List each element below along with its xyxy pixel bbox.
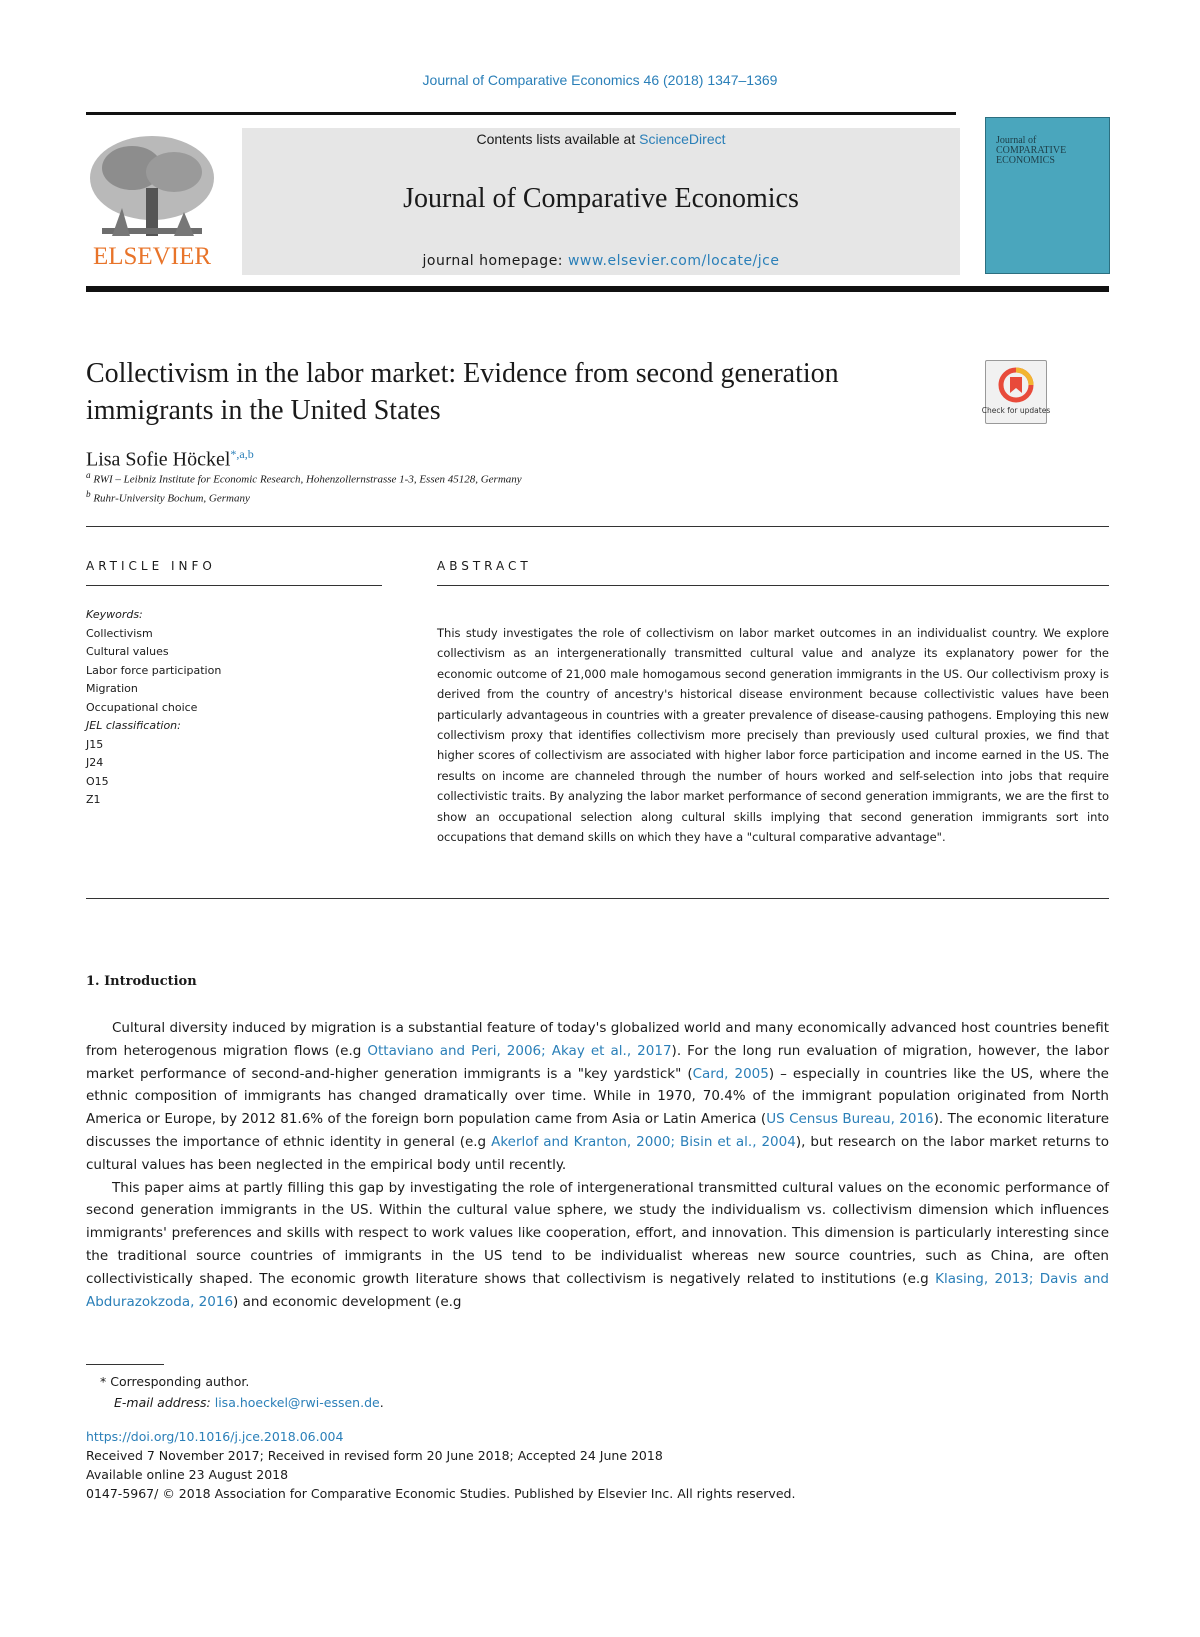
contents-prefix: Contents lists available at [476,131,640,147]
email-end: . [379,1395,384,1410]
journal-title: Journal of Comparative Economics [403,183,799,214]
keyword-item: Cultural values [86,645,169,658]
abstract-divider [86,898,1109,899]
author-text: Lisa Sofie Höckel [86,448,231,471]
keyword-item: Migration [86,682,138,695]
text-run: ) – especially in countries like the US, where the ethnic composition of immigrants has changed dramatically over time. While in 1970, 70.4% of the immigrant population originated from North America or Europe, by 2012 81.6% of the foreign born population came from Asia or Latin America ( [86,1065,1109,1128]
email-note [114,1395,384,1410]
header-top-rule [86,112,956,115]
affiliation-text: RWI – Leibniz Institute for Economic Research, Hohenzollernstrasse 1-3, Essen 45128, Germany [93,473,522,486]
article-info-heading: ARTICLE INFO [86,559,216,573]
footnote-rule [86,1364,164,1365]
homepage-link[interactable]: www.elsevier.com/locate/jce [567,253,780,269]
cover-title: Journal of COMPARATIVE ECONOMICS [996,135,1067,166]
citation-link[interactable]: Card, 2005 [692,1065,769,1082]
affiliation-mark: b [86,489,91,499]
citation-link[interactable]: US Census Bureau, 2016 [766,1111,934,1128]
badge-label: Check for updates [981,406,1051,415]
journal-homepage [242,253,960,269]
abstract-heading: ABSTRACT [437,559,532,573]
homepage-prefix: journal homepage: [422,253,568,269]
header-bottom-rule [86,286,1109,292]
article-metadata [86,1427,795,1503]
journal-reference[interactable]: Journal of Comparative Economics 46 (2018) 1347–1369 [422,72,778,88]
article-title: Collectivism in the labor market: Evidence from second generation immigrants in the United States [86,358,839,426]
elsevier-tree-icon [82,128,222,273]
keyword-item: Collectivism [86,626,153,640]
author-name [86,447,254,472]
publisher-logo-text: ELSEVIER [92,243,212,270]
sciencedirect-link[interactable]: ScienceDirect [639,131,726,147]
abstract-text: This study investigates the role of collectivism on labor market outcomes in an individualist country. We explore collectivism as an intergenerationally transmitted cultural value and analyze its explanatory power for the economic outcome of 21,000 male homogamous second generation immigrants in the US. Our collectivism proxy is derived from the country of ancestry's historical disease environment because collectivistic values have been particularly advantageous in countries with a greater prevalence of disease-causing pathogens. Employing this new collectivism proxy that identifies collectivism more precisely than previously used cultural proxies, we find that higher scores of collectivism are associated with higher labor force participation and income earned in the US. The results on income are channeled through the number of hours worked and self-selection into jobs that require collectivistic traits. By analyzing the labor market performance of second generation immigrants, we are the first to show an occupational selection along cultural skills implying that second generation immigrants sort into occupations that demand skills on which they have a "cultural comparative advantage". [437,626,1109,845]
intro-paragraph-2 [86,1177,1109,1314]
journal-cover-thumbnail[interactable] [985,117,1110,274]
citation-link[interactable]: Klasing, 2013; Davis and Abdurazokzoda, 2016 [86,1270,1109,1310]
keyword-item: Occupational choice [86,700,198,714]
contents-line [242,131,960,147]
email-link[interactable]: lisa.hoeckel@rwi-essen.de [214,1395,380,1410]
jel-item: O15 [86,774,109,788]
jel-item: Z1 [86,793,101,806]
keywords-label: Keywords: [86,608,143,621]
keyword-item: Labor force participation [86,663,222,677]
check-updates-icon [981,361,1051,423]
title-divider [86,526,1109,527]
text-run: This paper aims at partly filling this gap by investigating the role of intergenerational transmitted cultural values on the economic performance of second generation immigrants in the US. Within the cultural value sphere, we study the individualism vs. collectivism dimension which influences immigrants' preferences and skills with respect to work values like cooperation, effort, and innovation. This dimension is particularly interesting since the traditional source countries of immigrants in the US tend to be individualist whereas new source countries, such as China, are often collectivistically shaped. The economic growth literature shows that collectivism is negatively related to institutions (e.g [86,1179,1109,1287]
text-run: ), but research on the labor market returns to cultural values has been neglected in the empirical body until recently. [86,1133,1109,1173]
affiliation-a [86,470,522,486]
citation-link[interactable]: Akerlof and Kranton, 2000; Bisin et al., 2004 [491,1133,796,1150]
citation-link[interactable]: Ottaviano and Peri, 2006; Akay et al., 2017 [367,1042,672,1059]
corresponding-author-note: * Corresponding author. [100,1374,250,1389]
text-run: Cultural diversity induced by migration is a substantial feature of today's globalized world and many economically advanced host countries benefit from heterogenous migration flows (e.g [86,1020,1109,1059]
affiliation-mark: a [86,470,91,480]
keywords-block [86,606,221,810]
author-marks[interactable]: *,a,b [230,447,254,461]
intro-paragraph-1 [86,1017,1109,1177]
elsevier-logo [82,128,222,273]
jel-item: J15 [86,737,104,751]
check-for-updates-button[interactable] [981,360,1051,424]
affiliation-b [86,489,250,505]
email-label: E-mail address: [114,1395,215,1410]
copyright-line: 0147-5967/ © 2018 Association for Comparative Economic Studies. Published by Elsevier Inc. All rights reserved. [86,1486,796,1501]
text-run: ) and economic development (e.g [233,1293,462,1310]
text-run: ). For the long run evaluation of migration, however, the labor market performance of second-and-higher generation immigrants is a "key yardstick" ( [86,1042,1109,1082]
intro-body [86,1017,1109,1313]
jel-item: J24 [86,756,104,769]
text-run: ). The economic literature discusses the importance of ethnic identity in general (e.g [86,1111,1110,1150]
received-dates: Received 7 November 2017; Received in revised form 20 June 2018; Accepted 24 June 2018 [86,1448,663,1463]
doi-link[interactable]: https://doi.org/10.1016/j.jce.2018.06.004 [86,1429,344,1444]
jel-label: JEL classification: [86,719,181,732]
available-online: Available online 23 August 2018 [86,1467,289,1482]
section-heading-introduction: 1. Introduction [86,974,197,989]
affiliation-text: Ruhr-University Bochum, Germany [93,492,250,505]
abstract-rule [437,585,1109,586]
article-info-rule [86,585,382,586]
